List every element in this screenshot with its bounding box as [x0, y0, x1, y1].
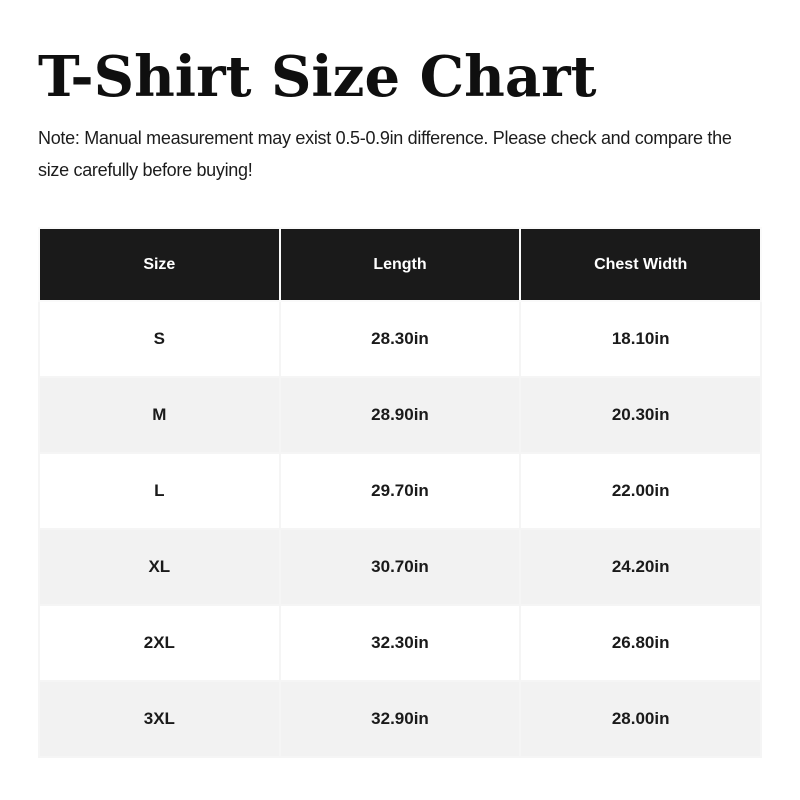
table-header — [39, 228, 761, 301]
table-row — [39, 301, 761, 377]
length-value-cell: 28.90in — [280, 377, 521, 453]
size-cell: 3XL — [39, 681, 280, 757]
table-body — [39, 301, 761, 757]
chest-width-value-cell: 24.20in — [520, 529, 761, 605]
column-header-length: Length — [280, 228, 521, 301]
size-cell: M — [39, 377, 280, 453]
table-row — [39, 377, 761, 453]
length-value-cell: 30.70in — [280, 529, 521, 605]
length-value-cell: 32.30in — [280, 605, 521, 681]
table-row — [39, 453, 761, 529]
measurement-note: Note: Manual measurement may exist 0.5-0.9in difference. Please check and compare the size carefully before buying! — [38, 128, 732, 180]
table-row — [39, 681, 761, 757]
chest-width-value-cell: 28.00in — [520, 681, 761, 757]
chest-width-value-cell: 18.10in — [520, 301, 761, 377]
length-value-cell: 28.30in — [280, 301, 521, 377]
size-cell: 2XL — [39, 605, 280, 681]
length-value-cell: 29.70in — [280, 453, 521, 529]
size-cell: S — [39, 301, 280, 377]
table-header-row — [39, 228, 761, 301]
chest-width-value-cell: 26.80in — [520, 605, 761, 681]
chest-width-value-cell: 22.00in — [520, 453, 761, 529]
size-cell: XL — [39, 529, 280, 605]
length-value-cell: 32.90in — [280, 681, 521, 757]
size-chart-table — [38, 227, 762, 758]
table-row — [39, 605, 761, 681]
table-row — [39, 529, 761, 605]
chest-width-value-cell: 20.30in — [520, 377, 761, 453]
column-header-chest-width: Chest Width — [520, 228, 761, 301]
page-title: T-Shirt Size Chart — [38, 44, 597, 110]
column-header-size: Size — [39, 228, 280, 301]
size-cell: L — [39, 453, 280, 529]
